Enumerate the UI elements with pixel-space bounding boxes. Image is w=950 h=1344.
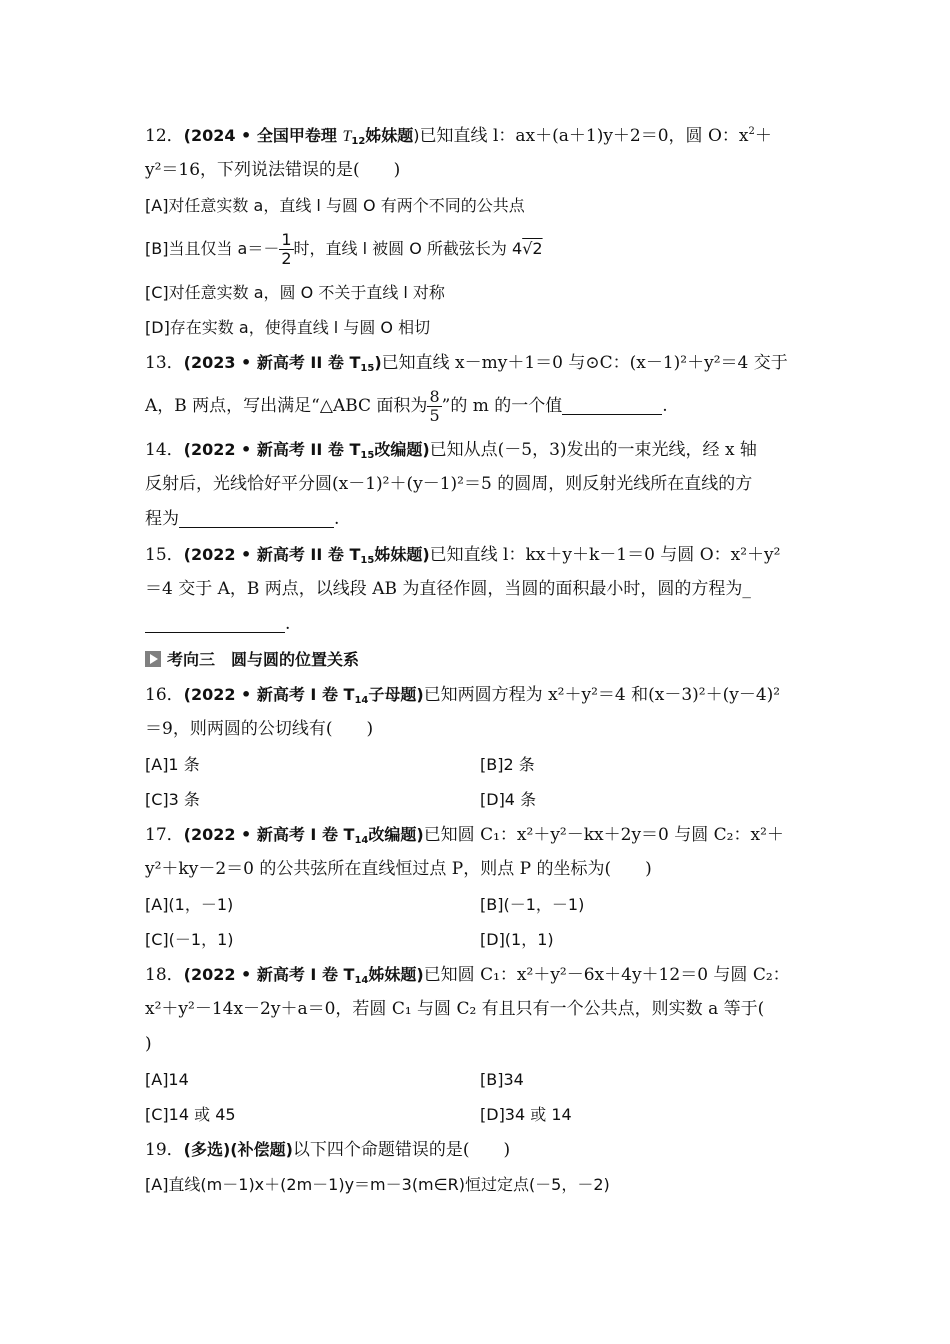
q15-source: (2022 • 新高考 II 卷 $T_{15}$姊妹题): [183, 545, 430, 566]
q15-line-2: ＝4 交于 A，B 两点，以线段 AB 为直径作圆，当圆的面积最小时，圆的方程为_: [145, 579, 751, 599]
q16-option-b: [B]2 条: [480, 755, 535, 774]
section-heading: 考向三 圆与圆的位置关系: [145, 642, 807, 677]
q18-option-b: [B]34: [480, 1070, 524, 1089]
q12-option-b: [B]当且仅当 a＝－ $\frac{1}{2}$ 时，直线 l 被圆 O 所截弦长为 4√2: [145, 230, 543, 268]
q15-line-3: .: [145, 607, 807, 642]
q16-option-d: [D]4 条: [480, 790, 537, 809]
q14-answer-blank[interactable]: [179, 507, 334, 528]
problem-page: [145, 118, 807, 1202]
q18-option-a: [A]14: [145, 1070, 189, 1089]
q17-option-c: [C](－1，1): [145, 930, 234, 949]
q13-answer-blank[interactable]: [562, 394, 662, 415]
q17-options-row-1: [145, 887, 807, 922]
q17-options-row-2: [145, 922, 807, 957]
q14-source: (2022 • 新高考 II 卷 $T_{15}$改编题): [183, 440, 430, 461]
q18-option-c: [C]14 或 45: [145, 1105, 236, 1124]
q18-line-1: 18．(2022 • 新高考 I 卷 $T_{14}$姊妹题)已知圆 C₁：x²＋y²－6x＋4y＋12＝0 与圆 C₂：: [145, 965, 790, 986]
q14-line-1: 14．(2022 • 新高考 II 卷 $T_{15}$改编题)已知从点(－5，3)发出的一束光线，经 x 轴: [145, 440, 757, 461]
q14-line-2: 反射后，光线恰好平分圆(x－1)²＋(y－1)²＝5 的圆周，则反射光线所在直线的方: [145, 474, 753, 494]
q15-answer-blank[interactable]: [145, 612, 285, 633]
q19-option-a: [A]直线(m－1)x＋(2m－1)y＝m－3(m∈R)恒过定点(－5，－2): [145, 1175, 610, 1194]
q12-number: 12．: [145, 126, 184, 146]
q17-line-1: 17．(2022 • 新高考 I 卷 $T_{14}$改编题)已知圆 C₁：x²＋y²－kx＋2y＝0 与圆 C₂：x²＋: [145, 825, 784, 846]
q16-option-c: [C]3 条: [145, 790, 200, 809]
q16-options-row-2: [145, 782, 807, 817]
q18-options-row-1: [145, 1062, 807, 1097]
fraction-one-half: $\frac{1}{2}$: [281, 230, 292, 268]
q12-line-2: y²＝16，下列说法错误的是( ): [145, 160, 401, 180]
q19-source: (多选)(补偿题): [183, 1140, 293, 1159]
sqrt-two: √2: [522, 239, 543, 258]
fraction-eight-fifths: $\frac{8}{5}$: [429, 387, 440, 425]
q17-option-b: [B](－1，－1): [480, 895, 585, 914]
q12-option-c: [C]对任意实数 a，圆 O 不关于直线 l 对称: [145, 283, 445, 302]
q12-option-a: [A]对任意实数 a，直线 l 与圆 O 有两个不同的公共点: [145, 196, 525, 215]
q15-line-1: 15．(2022 • 新高考 II 卷 $T_{15}$姊妹题)已知直线 l：kx＋y＋k－1＝0 与圆 O：x²＋y²: [145, 545, 781, 566]
q17-source: (2022 • 新高考 I 卷 $T_{14}$改编题): [183, 825, 424, 846]
q16-line-1: 16．(2022 • 新高考 I 卷 $T_{14}$子母题)已知两圆方程为 x²＋y²＝4 和(x－3)²＋(y－4)²: [145, 685, 781, 706]
q18-options-row-2: [145, 1097, 807, 1132]
q16-line-2: ＝9，则两圆的公切线有( ): [145, 719, 374, 739]
q12-line-1: 12．(2024 • 全国甲卷理 $T_{12}$姊妹题)已知直线 l：ax＋(a＋1)y＋2＝0，圆 O：$x^2+$: [145, 126, 772, 147]
q13-source: (2023 • 新高考 II 卷 $T_{15}$): [183, 353, 382, 374]
q12-option-d: [D]存在实数 a，使得直线 l 与圆 O 相切: [145, 318, 431, 337]
q16-source: (2022 • 新高考 I 卷 $T_{14}$子母题): [183, 685, 424, 706]
q17-option-a: [A](1，－1): [145, 895, 234, 914]
q12-source: (2024 • 全国甲卷理 $T_{12}$姊妹题): [183, 126, 420, 147]
q13-line-2: A，B 两点，写出满足“△ABC 面积为 $\frac{8}{5}$ ”的 m 的一个值 .: [145, 387, 668, 425]
q14-line-3: 程为 .: [145, 509, 340, 529]
q18-line-2: x²＋y²－14x－2y＋a＝0，若圆 C₁ 与圆 C₂ 有且只有一个公共点，则实数 a 等于(: [145, 999, 765, 1019]
q19-line-1: 19．(多选)(补偿题)以下四个命题错误的是( ): [145, 1140, 511, 1160]
q13-line-1: 13．(2023 • 新高考 II 卷 $T_{15}$)已知直线 x－my＋1＝0 与⊙C：(x－1)²＋y²＝4 交于: [145, 353, 788, 374]
q18-option-d: [D]34 或 14: [480, 1105, 572, 1124]
q16-option-a: [A]1 条: [145, 755, 200, 774]
q12-stem: 已知直线 l：ax＋(a＋1)y＋2＝0，圆 O：x: [419, 126, 749, 146]
play-triangle-icon: [145, 651, 161, 667]
q18-source: (2022 • 新高考 I 卷 $T_{14}$姊妹题): [183, 965, 424, 986]
q17-line-2: y²＋ky－2＝0 的公共弦所在直线恒过点 P，则点 P 的坐标为( ): [145, 859, 652, 879]
q16-options-row-1: [145, 747, 807, 782]
q17-option-d: [D](1，1): [480, 930, 554, 949]
q18-line-3: ): [145, 1034, 152, 1054]
